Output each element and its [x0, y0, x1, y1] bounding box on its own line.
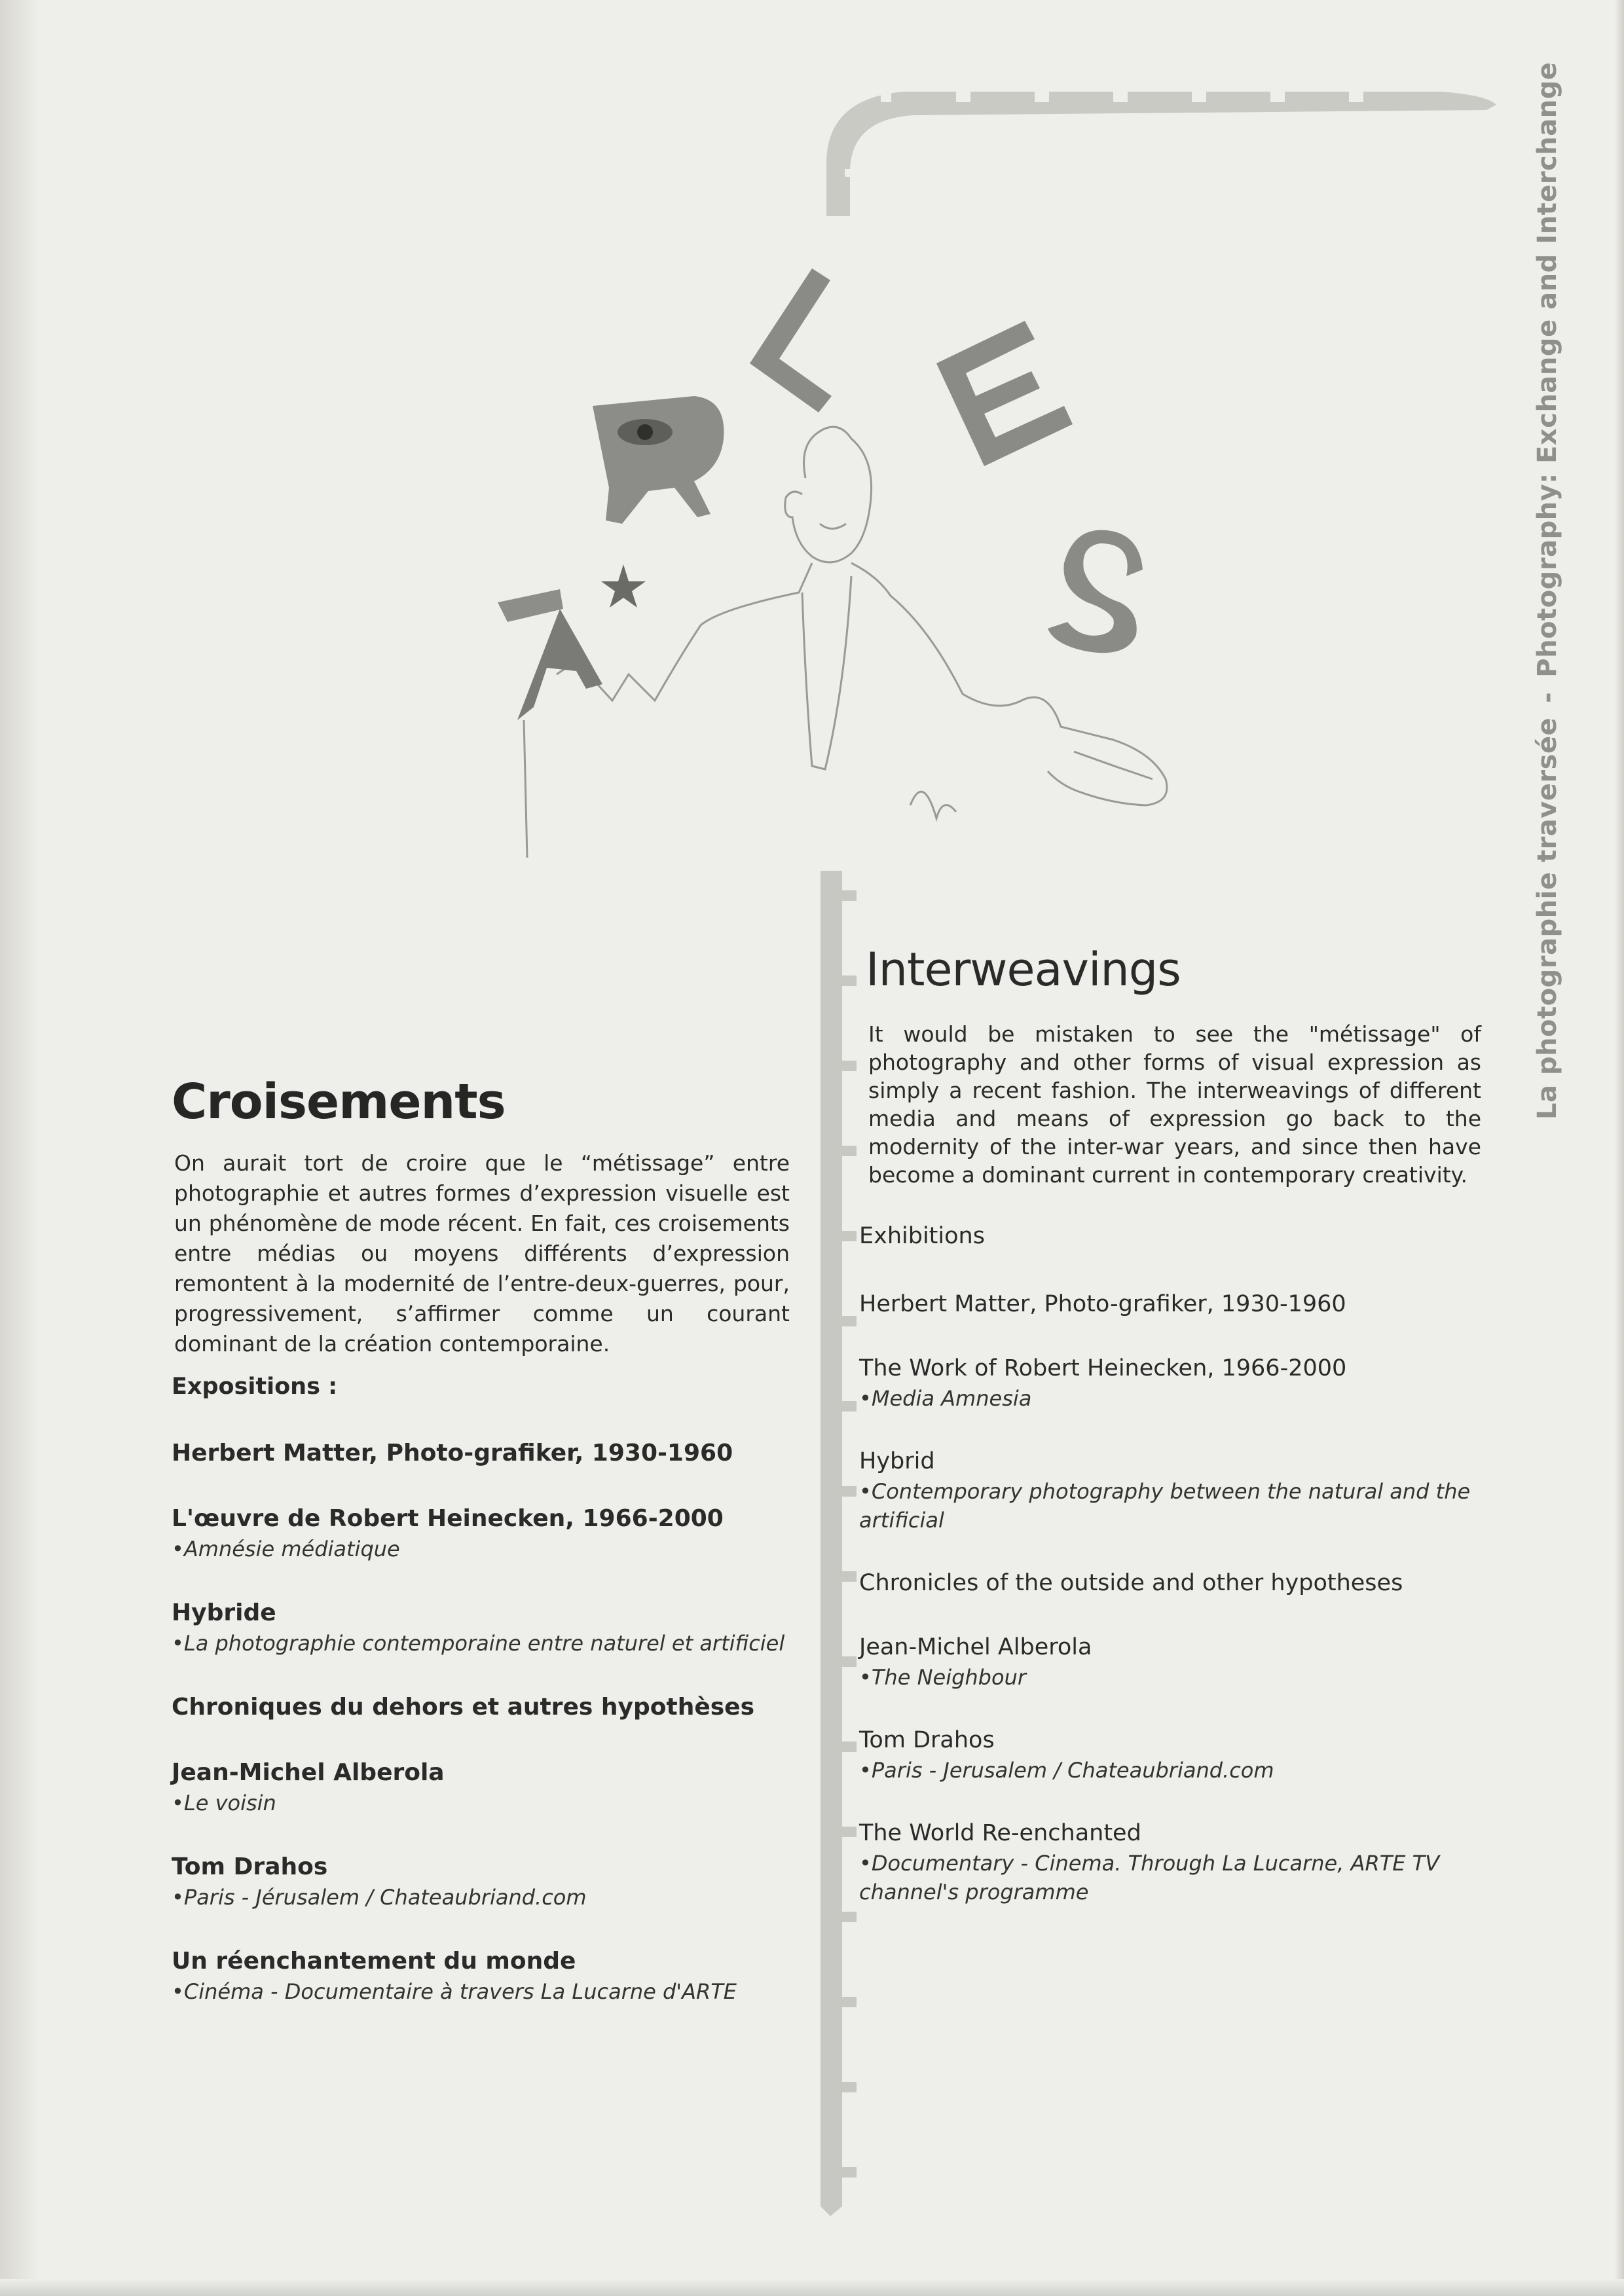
exhibition-title: Hybride	[172, 1599, 276, 1626]
french-exhibition-item	[172, 1503, 790, 1563]
exhibition-subtitle: •Cinéma - Documentaire à travers La Lucarne d'ARTE	[172, 1979, 737, 2004]
exhibition-subtitle: •Le voisin	[172, 1791, 276, 1815]
exhibition-subtitle: •The Neighbour	[859, 1665, 1026, 1690]
exhibition-subtitle: •Contemporary photography between the natural and the artificial	[859, 1479, 1471, 1533]
exhibition-title: Tom Drahos	[859, 1727, 995, 1753]
exhibition-subtitle: •Paris - Jérusalem / Chateaubriand.com	[172, 1885, 587, 1910]
french-exhibition-item	[172, 1692, 790, 1723]
english-exhibition-item	[859, 1353, 1481, 1413]
arch-decoration	[826, 92, 1496, 216]
exhibition-title: Un réenchantement du monde	[172, 1948, 576, 1975]
column-divider	[821, 871, 857, 2216]
exhibition-title: Herbert Matter, Photo-grafiker, 1930-1960	[172, 1440, 733, 1467]
english-exhibition-item	[859, 1288, 1481, 1320]
exhibition-title: The Work of Robert Heinecken, 1966-2000	[859, 1355, 1347, 1381]
french-exhibition-item	[172, 1851, 790, 1912]
french-intro: On aurait tort de croire que le “métissage” entre photographie et autres formes d’expression visuelle est un phénomène de mode récent. En fait, ces croisements entre médias ou moyens différents d’expression remontent à la modernité de l’entre-deux-guerres, pour, progressivement, s’affirmer comme un courant dominant de la création contemporaine.	[174, 1150, 790, 1357]
exhibition-title: Jean-Michel Alberola	[859, 1634, 1092, 1660]
logo-letter-s	[1048, 530, 1143, 653]
exhibition-subtitle: •Documentary - Cinema. Through La Lucarne, ARTE TV channel's programme	[859, 1851, 1440, 1904]
french-title: Croisements	[172, 1074, 506, 1130]
exhibition-subtitle: •La photographie contemporaine entre naturel et artificiel	[172, 1631, 785, 1656]
exhibition-title: Jean-Michel Alberola	[172, 1759, 445, 1786]
english-exhibition-item	[859, 1724, 1481, 1785]
arles-logo	[498, 268, 1143, 720]
logo-letter-l	[750, 268, 832, 412]
french-exhibition-item	[172, 1946, 790, 2006]
english-exhibition-item	[859, 1631, 1481, 1692]
english-exhibitions-label: Exhibitions	[859, 1223, 985, 1249]
english-column	[859, 943, 1481, 1939]
english-intro: It would be mistaken to see the "métissage" of photography and other forms of visual expression as simply a recent fashion. The interweavings of different media and means of expression go back to the modernity of the inter-war years, and since then have become a dominant current in contemporary creativity.	[868, 1021, 1481, 1188]
english-title: Interweavings	[866, 943, 1181, 996]
exhibition-title: Herbert Matter, Photo-grafiker, 1930-1960	[859, 1291, 1346, 1317]
side-title-en: Photography: Exchange and Interchange	[1532, 62, 1562, 678]
side-title	[1532, 62, 1562, 1120]
side-title-fr: La photographie traversée	[1532, 717, 1562, 1120]
french-exhibition-item	[172, 1757, 790, 1817]
french-exhibition-item	[172, 1597, 790, 1658]
exhibition-subtitle: •Paris - Jerusalem / Chateaubriand.com	[859, 1758, 1274, 1783]
star-icon	[601, 564, 646, 608]
exhibition-subtitle: •Amnésie médiatique	[172, 1537, 400, 1561]
exhibition-title: L'œuvre de Robert Heinecken, 1966-2000	[172, 1505, 724, 1532]
exhibition-title: Hybrid	[859, 1448, 935, 1474]
english-exhibition-item	[859, 1817, 1481, 1906]
side-title-separator: -	[1532, 691, 1562, 703]
french-exhibitions-label: Expositions :	[172, 1374, 338, 1400]
logo-letter-r	[593, 396, 724, 524]
exhibition-title: Chroniques du dehors et autres hypothèses	[172, 1694, 755, 1721]
exhibition-title: The World Re-enchanted	[859, 1820, 1141, 1846]
exhibition-title: Tom Drahos	[172, 1853, 328, 1880]
english-exhibition-item	[859, 1446, 1481, 1535]
exhibition-title: Chronicles of the outside and other hypotheses	[859, 1570, 1403, 1596]
logo-letter-a	[517, 609, 602, 720]
english-exhibition-item	[859, 1567, 1481, 1599]
french-column	[172, 1074, 790, 2040]
french-exhibition-item	[172, 1438, 790, 1469]
logo-letter-e	[936, 321, 1073, 466]
exhibition-subtitle: •Media Amnesia	[859, 1386, 1032, 1411]
